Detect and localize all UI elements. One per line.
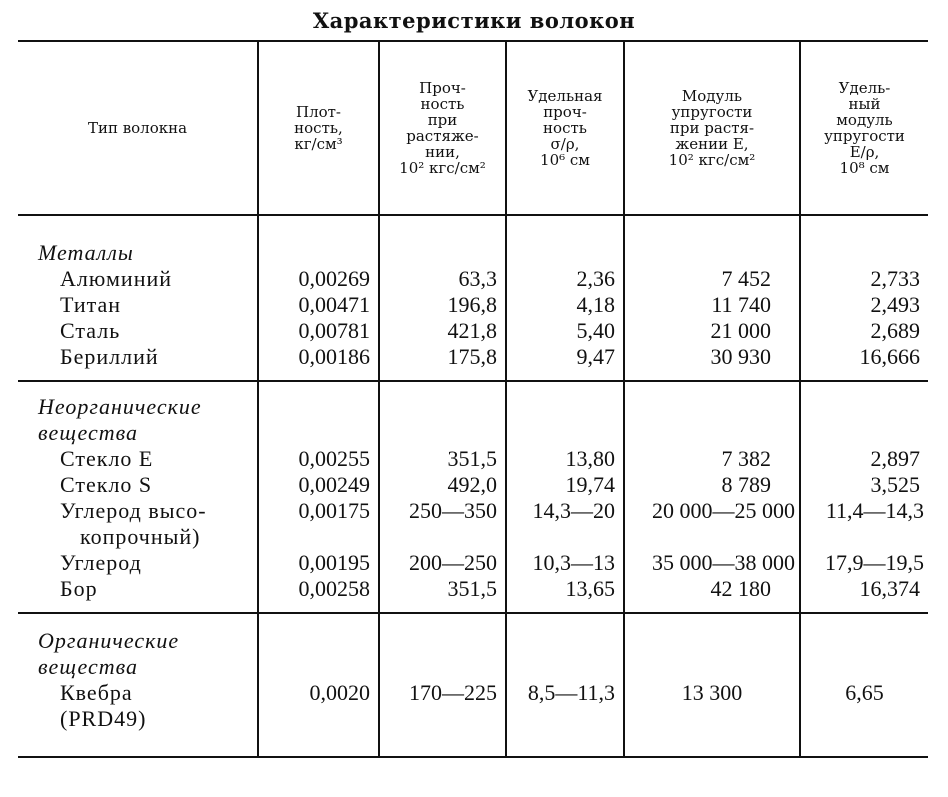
- density-value: 0,00249: [298, 472, 370, 497]
- group-heading: вещества: [38, 420, 138, 445]
- header-specific-strength: Удельная проч- ность σ/ρ, 10⁶ см: [506, 41, 624, 215]
- modulus-value: 11 740: [711, 292, 771, 317]
- specific-strength-value: 2,36: [576, 266, 615, 291]
- modulus-value: 7 382: [721, 446, 771, 471]
- modulus-value: 35 000—38 000: [652, 550, 795, 575]
- specific-modulus-value: 2,733: [870, 266, 920, 291]
- specific-strength-value: 14,3—20: [532, 498, 615, 523]
- header-fiber-type: Тип волокна: [18, 41, 258, 215]
- specific-modulus-value: 2,897: [870, 446, 920, 471]
- fiber-name: (PRD49): [60, 706, 147, 731]
- header-strength: Проч- ность при растяже- нии, 10² кгс/см²: [379, 41, 506, 215]
- strength-value: 351,5: [447, 446, 497, 471]
- specific-modulus-value: 2,689: [870, 318, 920, 343]
- modulus-value: 42 180: [710, 576, 771, 601]
- header-density: Плот- ность, кг/см³: [258, 41, 379, 215]
- fiber-name: Стекло S: [60, 472, 153, 497]
- strength-value: 200—250: [409, 550, 497, 575]
- strength-value: 196,8: [447, 292, 497, 317]
- fiber-name: Углерод: [60, 550, 142, 575]
- density-value: 0,00175: [298, 498, 370, 523]
- strength-value: 492,0: [447, 472, 497, 497]
- specific-strength-value: 10,3—13: [532, 550, 615, 575]
- strength-value: 351,5: [447, 576, 497, 601]
- density-value: 0,00258: [298, 576, 370, 601]
- specific-modulus-value: 16,374: [859, 576, 920, 601]
- header-row: [18, 41, 928, 215]
- specific-modulus-value: 17,9—19,5: [825, 550, 924, 575]
- modulus-value: 8 789: [721, 472, 771, 497]
- specific-modulus-value: 16,666: [859, 344, 920, 369]
- modulus-value: 21 000: [710, 318, 771, 343]
- table-title: Характеристики волокон: [312, 8, 636, 33]
- fiber-name: Титан: [60, 292, 122, 317]
- fiber-name: Стекло E: [60, 446, 154, 471]
- modulus-value: 13 300: [681, 680, 743, 705]
- density-value: 0,00186: [298, 344, 370, 369]
- header-modulus: Модуль упругости при растя- жении E, 10² кгс/см²: [624, 41, 800, 215]
- specific-strength-value: 5,40: [576, 318, 615, 343]
- strength-value: 421,8: [447, 318, 497, 343]
- fiber-name: Бор: [60, 576, 98, 601]
- density-value: 0,00255: [298, 446, 370, 471]
- density-value: 0,00195: [298, 550, 370, 575]
- specific-strength-value: 13,80: [565, 446, 615, 471]
- fiber-name: Углерод высо-: [60, 498, 207, 523]
- modulus-value: 30 930: [710, 344, 771, 369]
- specific-strength-value: 8,5—11,3: [527, 680, 615, 705]
- group-inorganic: [18, 381, 928, 613]
- specific-strength-value: 4,18: [576, 292, 615, 317]
- strength-value: 250—350: [409, 498, 497, 523]
- specific-strength-value: 13,65: [565, 576, 615, 601]
- fiber-name: Квебра: [60, 680, 133, 705]
- group-organic: [18, 613, 928, 757]
- modulus-value: 7 452: [721, 266, 771, 291]
- group-heading: Металлы: [38, 240, 134, 265]
- fiber-name: копрочный): [80, 524, 201, 549]
- header-specific-modulus: Удель- ный модуль упругости E/ρ, 10⁸ см: [800, 41, 928, 215]
- density-value: 0,00781: [298, 318, 370, 343]
- group-heading: Неорганические: [38, 394, 202, 419]
- strength-value: 63,3: [458, 266, 497, 291]
- group-heading: вещества: [38, 654, 138, 679]
- density-value: 0,00471: [298, 292, 370, 317]
- group-heading: Органические: [38, 628, 180, 653]
- specific-modulus-value: 3,525: [870, 472, 920, 497]
- specific-modulus-value: 11,4—14,3: [825, 498, 924, 523]
- specific-modulus-value: 6,65: [845, 680, 884, 705]
- density-value: 0,0020: [309, 680, 370, 705]
- fiber-properties-table: [18, 40, 928, 758]
- fiber-name: Сталь: [60, 318, 121, 343]
- group-metals: [18, 215, 928, 381]
- modulus-value: 20 000—25 000: [652, 498, 795, 523]
- fiber-name: Алюминий: [60, 266, 173, 291]
- strength-value: 170—225: [409, 680, 497, 705]
- specific-strength-value: 19,74: [565, 472, 615, 497]
- density-value: 0,00269: [298, 266, 370, 291]
- specific-modulus-value: 2,493: [870, 292, 920, 317]
- fiber-name: Бериллий: [60, 344, 159, 369]
- strength-value: 175,8: [447, 344, 497, 369]
- specific-strength-value: 9,47: [576, 344, 615, 369]
